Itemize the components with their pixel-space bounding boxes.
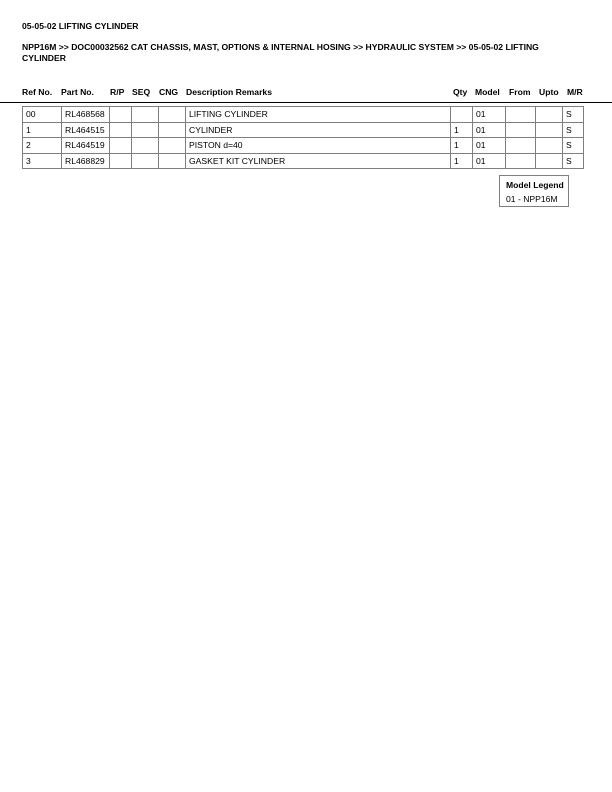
col-header-upto: Upto: [539, 87, 559, 97]
cell-cng: [159, 138, 186, 154]
cell-upto: [536, 107, 563, 123]
cell-model: 01: [473, 138, 506, 154]
cell-cng: [159, 122, 186, 138]
legend-title: Model Legend: [506, 180, 564, 190]
breadcrumb: NPP16M >> DOC00032562 CAT CHASSIS, MAST, OPTIONS & INTERNAL HOSING >> HYDRAULIC SYSTEM >> 05-05-02 LIFTING CYLINDER: [22, 42, 539, 63]
table-row: [23, 138, 584, 154]
col-header-cng: CNG: [159, 87, 179, 97]
cell-cng: [159, 107, 186, 123]
cell-upto: [536, 122, 563, 138]
parts-table-body: [23, 107, 584, 169]
cell-part-no: RL464519: [62, 138, 110, 154]
col-header-from: From: [509, 87, 531, 97]
cell-mr: S: [563, 107, 584, 123]
cell-qty: 1: [451, 122, 473, 138]
col-header-qty: Qty: [453, 87, 468, 97]
cell-description: LIFTING CYLINDER: [186, 107, 451, 123]
col-header-description: Description Remarks: [186, 87, 272, 97]
parts-table: [22, 106, 584, 169]
col-header-part-no: Part No.: [61, 87, 94, 97]
page-title: 05-05-02 LIFTING CYLINDER: [22, 21, 139, 31]
cell-seq: [132, 138, 159, 154]
cell-from: [506, 107, 536, 123]
cell-qty: 1: [451, 138, 473, 154]
cell-from: [506, 153, 536, 169]
col-header-mr: M/R: [567, 87, 583, 97]
cell-cng: [159, 153, 186, 169]
cell-ref-no: 2: [23, 138, 62, 154]
cell-qty: 1: [451, 153, 473, 169]
cell-model: 01: [473, 122, 506, 138]
cell-description: GASKET KIT CYLINDER: [186, 153, 451, 169]
cell-from: [506, 138, 536, 154]
cell-seq: [132, 107, 159, 123]
cell-mr: S: [563, 138, 584, 154]
model-legend: [499, 175, 569, 207]
col-header-rp: R/P: [110, 87, 125, 97]
cell-qty: [451, 107, 473, 123]
table-row: [23, 153, 584, 169]
cell-part-no: RL468829: [62, 153, 110, 169]
cell-model: 01: [473, 107, 506, 123]
cell-description: CYLINDER: [186, 122, 451, 138]
cell-mr: S: [563, 122, 584, 138]
cell-rp: [110, 138, 132, 154]
cell-rp: [110, 107, 132, 123]
cell-description: PISTON d=40: [186, 138, 451, 154]
cell-seq: [132, 153, 159, 169]
column-header-row: [0, 87, 612, 99]
cell-ref-no: 00: [23, 107, 62, 123]
header-divider: [0, 102, 612, 103]
cell-upto: [536, 153, 563, 169]
cell-rp: [110, 153, 132, 169]
cell-from: [506, 122, 536, 138]
cell-part-no: RL464515: [62, 122, 110, 138]
table-row: [23, 122, 584, 138]
cell-model: 01: [473, 153, 506, 169]
cell-upto: [536, 138, 563, 154]
legend-entry: 01 - NPP16M: [506, 194, 558, 204]
col-header-model: Model: [475, 87, 500, 97]
col-header-ref-no: Ref No.: [22, 87, 53, 97]
cell-ref-no: 1: [23, 122, 62, 138]
cell-part-no: RL468568: [62, 107, 110, 123]
table-row: [23, 107, 584, 123]
cell-rp: [110, 122, 132, 138]
cell-ref-no: 3: [23, 153, 62, 169]
col-header-seq: SEQ: [132, 87, 151, 97]
cell-seq: [132, 122, 159, 138]
cell-mr: S: [563, 153, 584, 169]
